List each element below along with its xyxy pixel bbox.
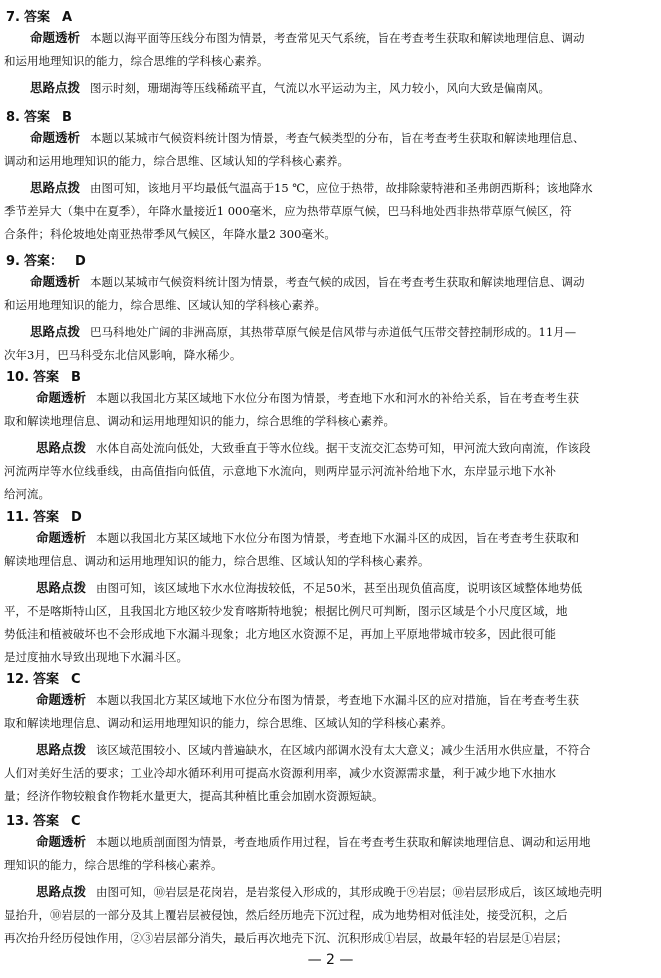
hint-text: 是过度抽水导致出现地下水漏斗区。 <box>4 650 188 664</box>
hint-label: 思路点拨 <box>36 742 87 757</box>
hint-line <box>4 646 645 669</box>
answer-label: 答案 <box>33 370 60 385</box>
hint-text: 合条件；科伦坡地处南亚热带季风气候区，年降水量2 300毫米。 <box>4 227 336 241</box>
analysis-line <box>4 150 645 173</box>
hint-line <box>4 904 645 927</box>
hint-text: 图示时刻，珊瑚海等压线稀疏平直，气流以水平运动为主，风力较小，风向大致是偏南风。 <box>90 81 551 95</box>
analysis-section <box>4 270 645 317</box>
question-number: 9. <box>6 254 20 269</box>
hint-text: 给河流。 <box>4 487 50 501</box>
analysis-section <box>4 688 645 735</box>
analysis-text: 本题以我国北方某区域地下水位分布图为情景，考查地下水和河水的补给关系，旨在考查考生获 <box>96 391 580 405</box>
hint-text: 再次抬升经历侵蚀作用，②③岩层部分消失，最后再次地壳下沉、沉积形成①岩层，故最年轻的岩层是①岩层； <box>4 931 568 945</box>
analysis-text: 本题以地质剖面图为情景，考查地质作用过程，旨在考查考生获取和解读地理信息、调动和运用地 <box>96 835 591 849</box>
analysis-line <box>4 854 645 877</box>
hint-text: 河流两岸等水位线垂线，由高值指向低值，示意地下水流向，则两岸显示河流补给地下水，东岸显示地下水补 <box>4 464 556 478</box>
hint-line <box>4 785 645 808</box>
hint-label: 思路点拨 <box>30 324 81 339</box>
hint-label: 思路点拨 <box>36 580 87 595</box>
question-number: 11. <box>6 510 30 525</box>
hint-text: 量；经济作物较粮食作物耗水量更大，提高其种植比重会加剧水资源短缺。 <box>4 789 384 803</box>
analysis-label: 命题透析 <box>36 390 87 405</box>
analysis-text: 本题以我国北方某区域地下水位分布图为情景，考查地下水漏斗区的成因，旨在考查考生获取和 <box>96 531 580 545</box>
hint-text: 该区域范围较小、区域内普遍缺水，在区域内部调水没有太大意义；减少生活用水供应量，不符合 <box>96 743 591 757</box>
answer-value: C <box>71 814 81 829</box>
hint-line <box>4 623 645 646</box>
analysis-text: 本题以某城市气候资料统计图为情景，考查气候的成因，旨在考查考生获取和解读地理信息、调动 <box>90 275 585 289</box>
hint-line <box>4 223 645 246</box>
question-number: 12. <box>6 672 30 687</box>
analysis-line <box>4 294 645 317</box>
hint-line <box>4 762 645 785</box>
hint-section <box>4 320 645 367</box>
hint-line <box>4 344 645 367</box>
hint-label: 思路点拨 <box>30 180 81 195</box>
hint-section <box>4 176 645 246</box>
hint-line <box>4 460 645 483</box>
analysis-text: 理知识的能力，综合思维的学科核心素养。 <box>4 858 223 872</box>
question-header <box>6 250 86 269</box>
hint-line <box>36 576 645 600</box>
question-header <box>6 506 82 525</box>
analysis-label: 命题透析 <box>36 692 87 707</box>
analysis-section <box>4 386 645 433</box>
hint-line <box>36 738 645 762</box>
hint-text: 显抬升，⑩岩层的一部分及其上覆岩层被侵蚀，然后经历地壳下沉过程，成为地势相对低洼处，接受沉积，之后 <box>4 908 568 922</box>
answer-label: 答案 <box>33 510 60 525</box>
analysis-line <box>36 386 645 410</box>
answer-value: D <box>71 510 82 525</box>
question-header <box>6 366 81 385</box>
hint-line <box>36 880 645 904</box>
analysis-text: 取和解读地理信息、调动和运用地理知识的能力，综合思维的学科核心素养。 <box>4 414 395 428</box>
question-header <box>6 106 72 125</box>
answer-label: 答案 <box>23 110 50 125</box>
analysis-text: 和运用地理知识的能力，综合思维的学科核心素养。 <box>4 54 269 68</box>
hint-section <box>4 576 645 669</box>
analysis-label: 命题透析 <box>36 530 87 545</box>
question-header <box>6 668 81 687</box>
hint-text: 季节差异大（集中在夏季），年降水量接近1 000毫米，应为热带草原气候，巴马科地处西非热带草原气候区，符 <box>4 204 572 218</box>
analysis-text: 解读地理信息、调动和运用地理知识的能力，综合思维、区域认知的学科核心素养。 <box>4 554 430 568</box>
hint-line <box>30 320 645 344</box>
answer-value: C <box>71 672 81 687</box>
hint-line <box>4 200 645 223</box>
analysis-text: 调动和运用地理知识的能力，综合思维、区域认知的学科核心素养。 <box>4 154 349 168</box>
hint-text: 人们对美好生活的要求；工业冷却水循环利用可提高水资源利用率，减少水资源需求量，利于减少地下水抽水 <box>4 766 556 780</box>
hint-label: 思路点拨 <box>36 440 87 455</box>
hint-line <box>4 927 645 950</box>
answer-label: 答案： <box>23 254 63 269</box>
analysis-text: 取和解读地理信息、调动和运用地理知识的能力，综合思维、区域认知的学科核心素养。 <box>4 716 453 730</box>
question-number: 7. <box>6 10 20 25</box>
analysis-line <box>36 526 645 550</box>
hint-text: 次年3月，巴马科受东北信风影响，降水稀少。 <box>4 348 242 362</box>
analysis-text: 本题以某城市气候资料统计图为情景，考查气候类型的分布，旨在考查考生获取和解读地理信息、 <box>90 131 585 145</box>
analysis-text: 和运用地理知识的能力，综合思维、区域认知的学科核心素养。 <box>4 298 326 312</box>
analysis-section <box>4 126 645 173</box>
analysis-section <box>4 26 645 73</box>
hint-line <box>4 600 645 623</box>
analysis-section <box>4 830 645 877</box>
analysis-line <box>30 26 645 50</box>
answer-value: B <box>71 370 81 385</box>
analysis-text: 本题以我国北方某区域地下水位分布图为情景，考查地下水漏斗区的应对措施，旨在考查考生获 <box>96 693 580 707</box>
analysis-label: 命题透析 <box>30 130 81 145</box>
answer-value: B <box>62 110 72 125</box>
analysis-line <box>30 270 645 294</box>
hint-section <box>30 76 645 100</box>
analysis-section <box>4 526 645 573</box>
answer-label: 答案 <box>33 672 60 687</box>
analysis-label: 命题透析 <box>30 30 81 45</box>
hint-text: 由图可知，⑩岩层是花岗岩，是岩浆侵入形成的，其形成晚于⑨岩层；⑩岩层形成后，该区域地壳明 <box>96 885 603 899</box>
hint-text: 水体自高处流向低处，大致垂直于等水位线。据干支流交汇态势可知，甲河流大致向南流，作该段 <box>96 441 591 455</box>
hint-section <box>4 738 645 808</box>
answer-value: A <box>62 10 73 25</box>
analysis-label: 命题透析 <box>36 834 87 849</box>
hint-label: 思路点拨 <box>36 884 87 899</box>
hint-text: 巴马科地处广阔的非洲高原，其热带草原气候是信风带与赤道低气压带交替控制形成的。11月— <box>90 325 577 339</box>
hint-text: 势低洼和植被破坏也不会形成地下水漏斗现象；北方地区水资源不足，再加上平原地带城市较多，因此很可能 <box>4 627 556 641</box>
hint-text: 由图可知，该地月平均最低气温高于15 ℃，应位于热带，故排除蒙特港和圣弗朗西斯科；该地降水 <box>90 181 593 195</box>
hint-line <box>30 76 645 100</box>
hint-text: 由图可知，该区域地下水水位海拔较低，不足50米，甚至出现负值高度，说明该区域整体地势低 <box>96 581 583 595</box>
analysis-line <box>4 410 645 433</box>
analysis-line <box>30 126 645 150</box>
analysis-label: 命题透析 <box>30 274 81 289</box>
question-header <box>6 810 81 829</box>
hint-line <box>36 436 645 460</box>
hint-line <box>4 483 645 506</box>
analysis-line <box>36 688 645 712</box>
question-number: 13. <box>6 814 30 829</box>
hint-line <box>30 176 645 200</box>
hint-section <box>4 880 645 950</box>
question-header <box>6 6 72 25</box>
answer-label: 答案 <box>23 10 50 25</box>
page-number: — 2 — <box>307 952 354 968</box>
analysis-line <box>4 50 645 73</box>
hint-label: 思路点拨 <box>30 80 81 95</box>
question-number: 10. <box>6 370 30 385</box>
answer-label: 答案 <box>33 814 60 829</box>
analysis-line <box>36 830 645 854</box>
hint-text: 平，不是喀斯特山区，且我国北方地区较少发育喀斯特地貌；根据比例尺可判断，图示区域是个小尺度区域，地 <box>4 604 568 618</box>
hint-section <box>4 436 645 506</box>
question-number: 8. <box>6 110 20 125</box>
answer-value: D <box>75 254 86 269</box>
analysis-line <box>4 712 645 735</box>
analysis-line <box>4 550 645 573</box>
analysis-text: 本题以海平面等压线分布图为情景，考查常见天气系统，旨在考查考生获取和解读地理信息、调动 <box>90 31 585 45</box>
